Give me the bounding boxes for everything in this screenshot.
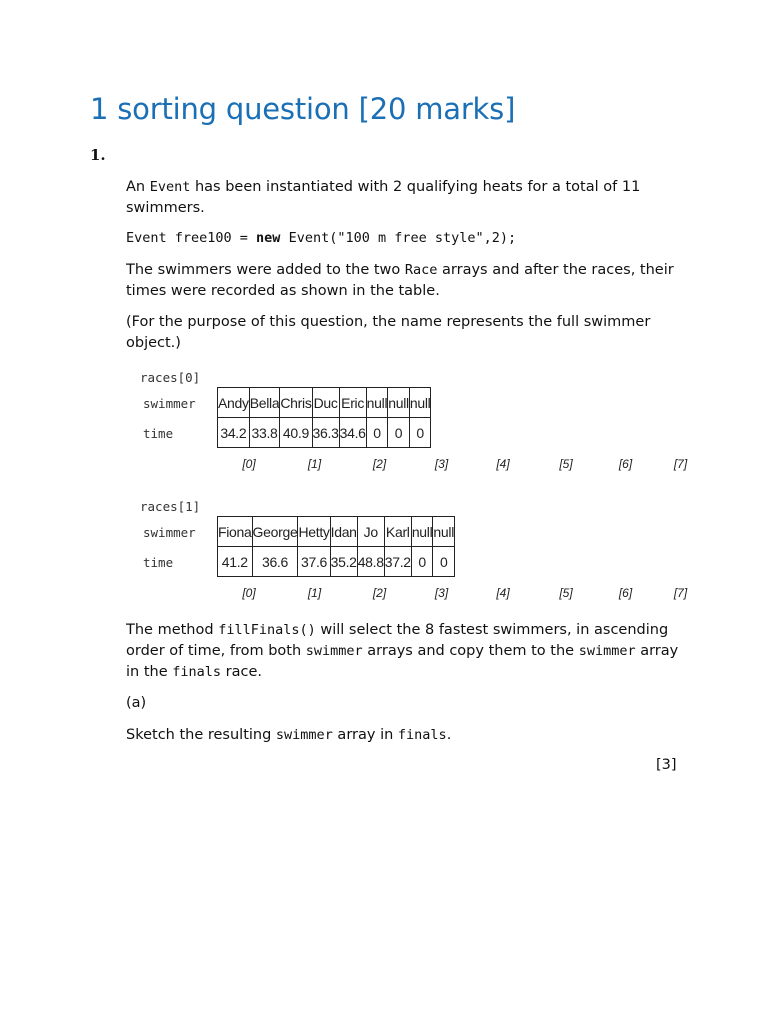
race-0-grid [217,387,431,448]
swimmer-cell: Karl [384,517,411,547]
time-cell: 35.2 [330,547,357,577]
page-title: 1 sorting question [20 marks] [90,92,516,126]
time-cell: 0 [409,418,431,448]
race-1-grid [217,516,455,577]
swimmer-cell: Fiona [218,517,253,547]
index-row [217,586,708,600]
index-label: [2] [372,586,387,600]
row-label-time: time [143,426,174,441]
time-cell: 0 [433,547,455,577]
task-paragraph: Sketch the resulting swimmer array in finals. [126,727,452,743]
index-label: [4] [496,586,510,600]
time-cell: 33.8 [249,418,280,448]
code-snippet: Event free100 = new Event("100 m free style",2); [126,230,517,246]
part-label: (a) [126,695,147,711]
index-label: [7] [673,457,688,471]
note-paragraph: (For the purpose of this question, the name represents the full swimmer object.) [126,314,651,351]
swimmer-cell: null [366,388,388,418]
time-cell: 0 [366,418,388,448]
time-cell: 0 [388,418,410,448]
row-label-time: time [143,555,174,570]
array-name: races[0] [140,370,201,385]
swimmer-cell: Eric [339,388,366,418]
swimmer-cell: Bella [249,388,280,418]
swimmer-cell: Idan [330,517,357,547]
index-label: [5] [559,457,573,471]
swimmer-cell: Duc [312,388,339,418]
array-name: races[1] [140,499,201,514]
time-cell: 0 [411,547,433,577]
index-label: [3] [434,457,449,471]
index-label: [0] [242,457,256,471]
row-label-swimmer: swimmer [143,525,196,540]
time-cell: 34.6 [339,418,366,448]
arrays-paragraph: The swimmers were added to the two Race arrays and after the races, their times were recorded as shown in the table. [126,262,674,299]
index-label: [1] [307,457,322,471]
swimmer-cell: Jo [357,517,384,547]
index-label: [2] [372,457,387,471]
time-cell: 48.8 [357,547,384,577]
swimmer-cell: null [411,517,433,547]
index-row [217,457,708,471]
time-cell: 40.9 [280,418,312,448]
intro-paragraph: An Event has been instantiated with 2 qualifying heats for a total of 11 swimmers. [126,179,641,216]
swimmer-cell: Andy [218,388,250,418]
swimmer-row [218,517,455,547]
time-cell: 34.2 [218,418,250,448]
marks-label: [3] [656,757,677,773]
method-paragraph: The method fillFinals() will select the 8 fastest swimmers, in ascending order of time, from both swimmer arrays and copy them to the swimmer array in the finals race. [126,622,679,680]
row-label-swimmer: swimmer [143,396,196,411]
index-label: [5] [559,586,573,600]
time-cell: 36.3 [312,418,339,448]
question-number: 1. [90,146,106,164]
index-label: [4] [496,457,510,471]
swimmer-cell: null [409,388,431,418]
index-label: [6] [618,586,633,600]
time-cell: 41.2 [218,547,253,577]
time-cell: 36.6 [252,547,298,577]
index-label: [3] [434,586,449,600]
time-cell: 37.6 [298,547,330,577]
swimmer-cell: George [252,517,298,547]
swimmer-cell: null [388,388,410,418]
swimmer-cell: Chris [280,388,312,418]
time-row [218,418,431,448]
index-label: [1] [307,586,322,600]
index-label: [7] [673,586,688,600]
index-label: [0] [242,586,256,600]
time-row [218,547,455,577]
swimmer-cell: Hetty [298,517,330,547]
index-label: [6] [618,457,633,471]
swimmer-row [218,388,431,418]
swimmer-cell: null [433,517,455,547]
time-cell: 37.2 [384,547,411,577]
